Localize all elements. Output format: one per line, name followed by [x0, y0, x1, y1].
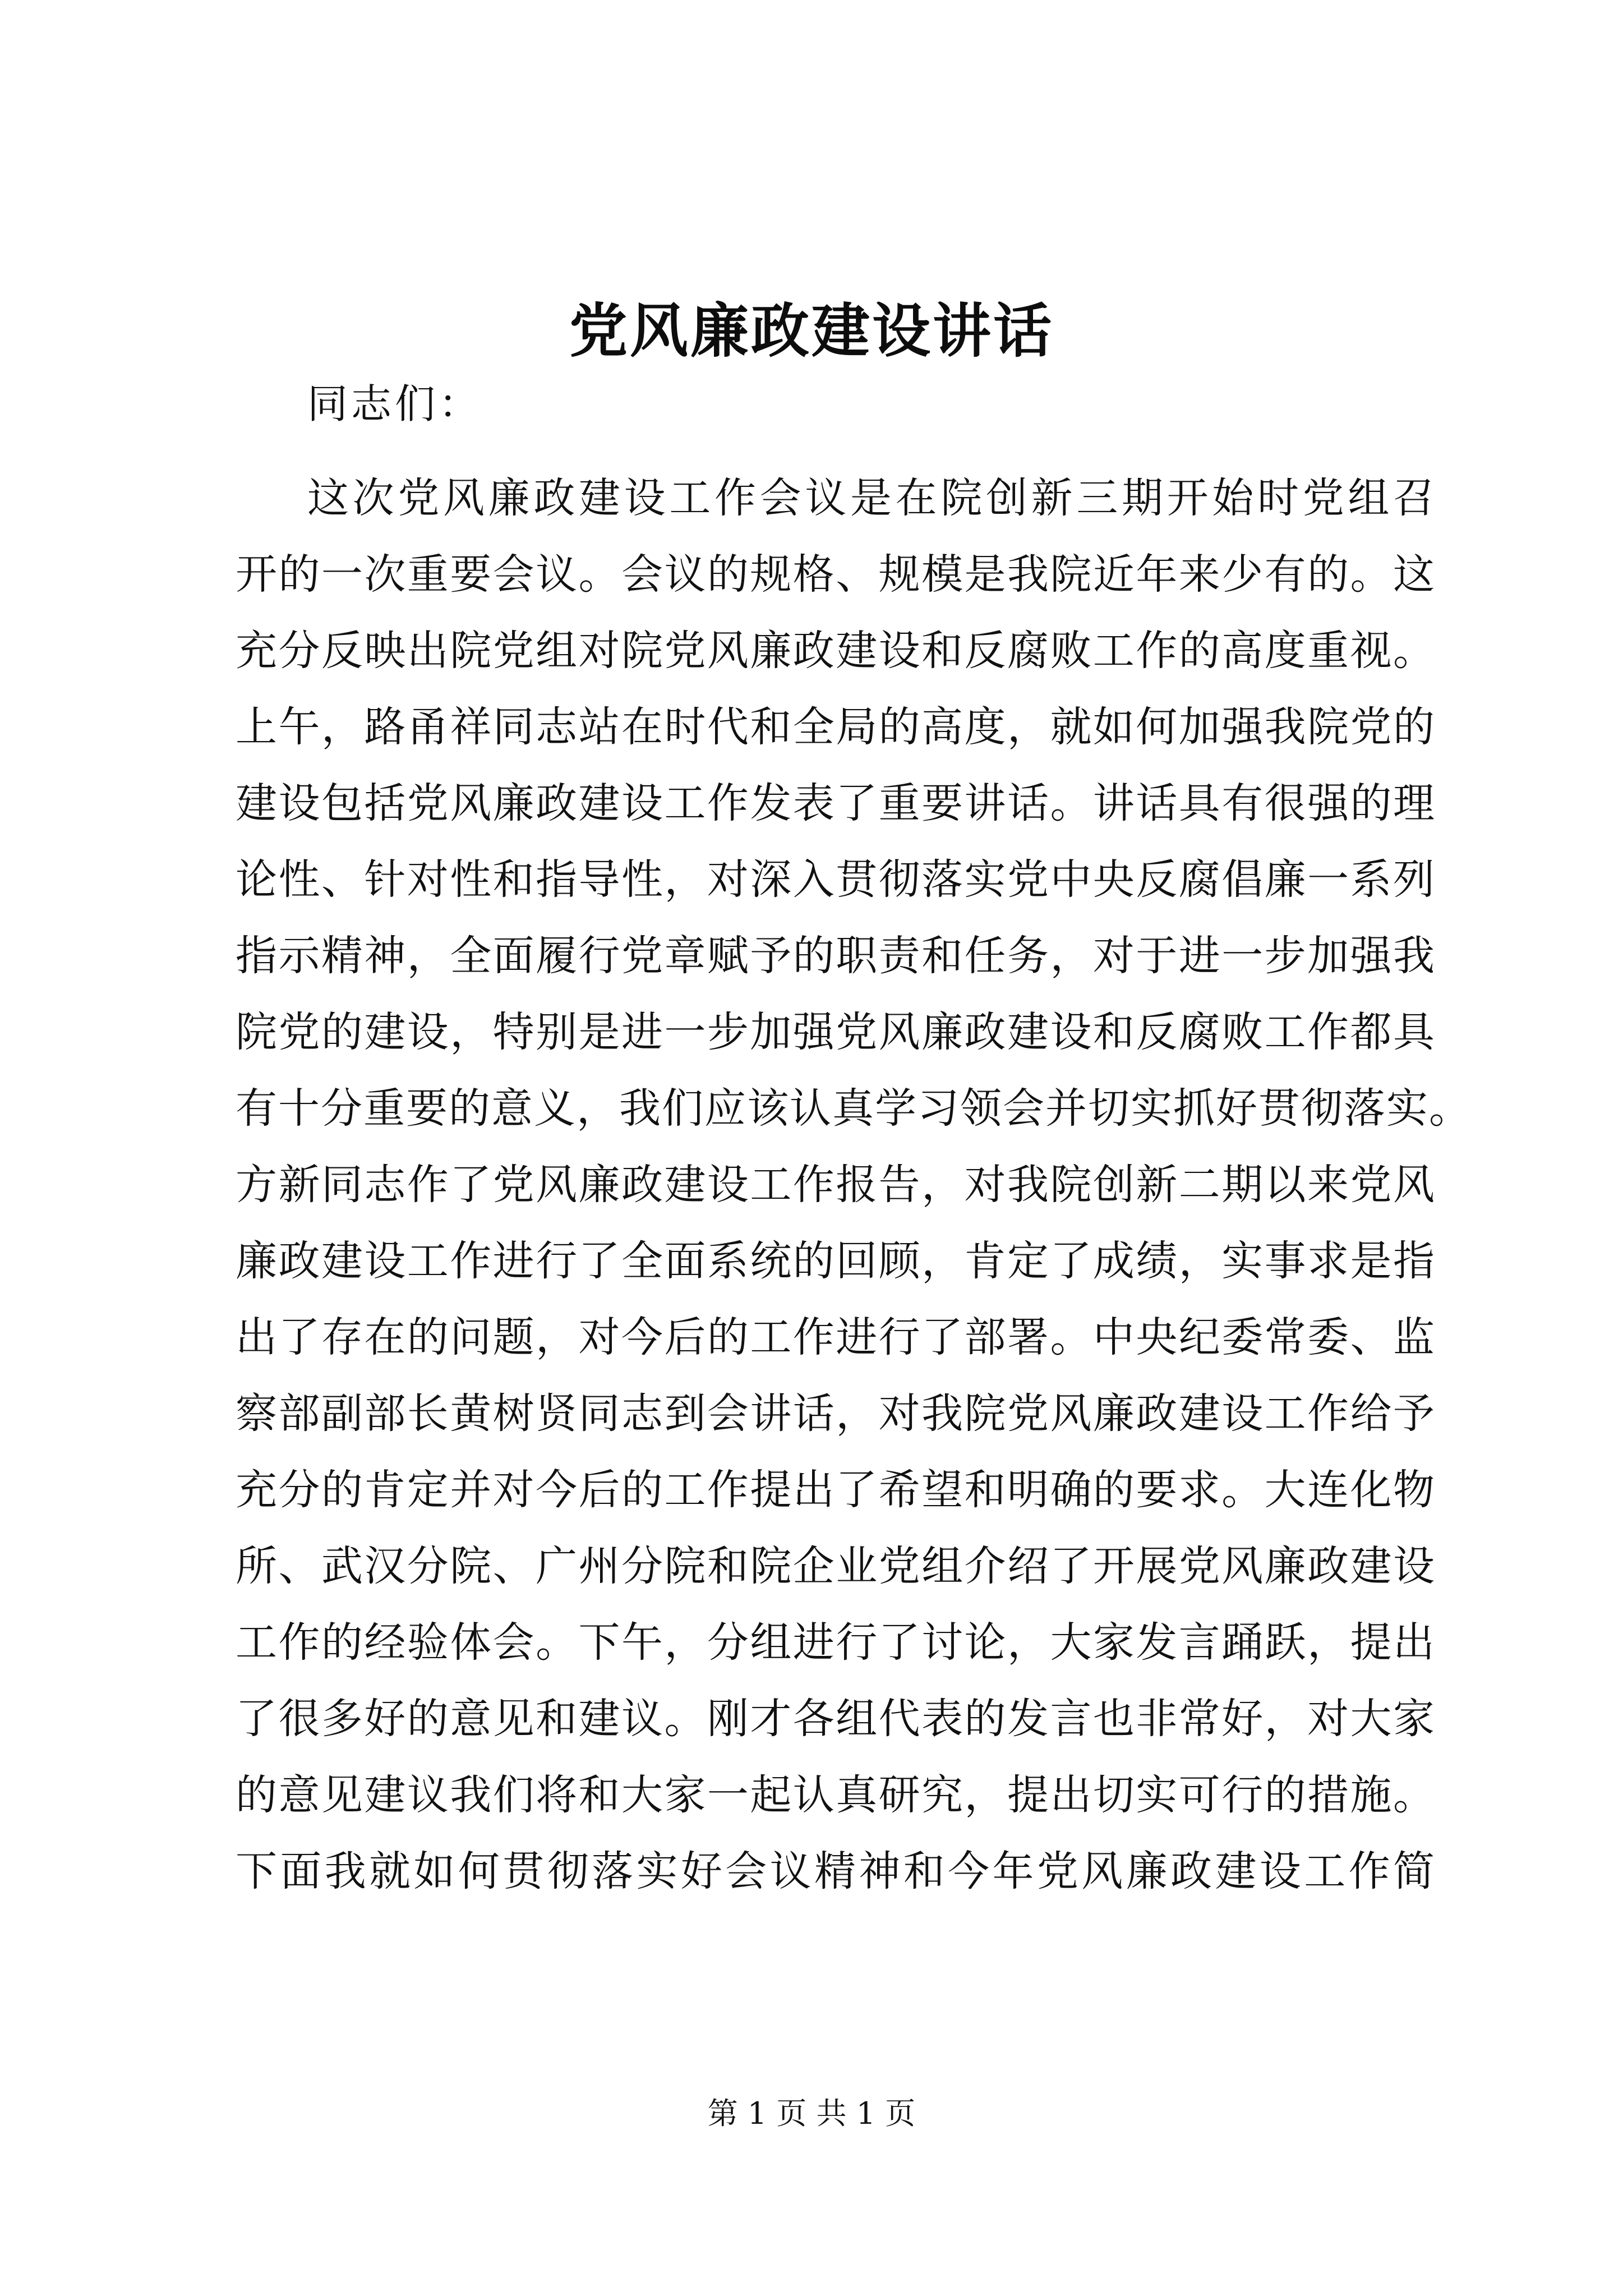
salutation: 同志们：	[307, 380, 483, 427]
body-line: 充分反映出院党组对院党风廉政建设和反腐败工作的高度重视。	[236, 627, 1436, 675]
body-line: 察部副部长黄树贤同志到会讲话，对我院党风廉政建设工作给予	[236, 1389, 1436, 1438]
body-text	[236, 460, 1472, 1910]
body-line: 论性、针对性和指导性，对深入贯彻落实党中央反腐倡廉一系列	[236, 855, 1436, 904]
body-line: 廉政建设工作进行了全面系统的回顾，肯定了成绩，实事求是指	[236, 1237, 1436, 1285]
body-line: 有十分重要的意义，我们应该认真学习领会并切实抓好贯彻落实。	[236, 1084, 1472, 1133]
body-line: 方新同志作了党风廉政建设工作报告，对我院创新二期以来党风	[236, 1161, 1436, 1209]
body-line: 建设包括党风廉政建设工作发表了重要讲话。讲话具有很强的理	[236, 779, 1436, 827]
body-line: 下面我就如何贯彻落实好会议精神和今年党风廉政建设工作简	[236, 1847, 1436, 1895]
body-line: 工作的经验体会。下午，分组进行了讨论，大家发言踊跃，提出	[236, 1618, 1436, 1667]
body-line: 充分的肯定并对今后的工作提出了希望和明确的要求。大连化物	[236, 1466, 1436, 1514]
body-line: 开的一次重要会议。会议的规格、规模是我院近年来少有的。这	[236, 550, 1436, 599]
document-title: 党风廉政建设讲话	[569, 296, 1054, 365]
body-line: 指示精神，全面履行党章赋予的职责和任务，对于进一步加强我	[236, 932, 1436, 980]
page-footer: 第 1 页 共 1 页	[707, 2096, 916, 2131]
body-line: 所、武汉分院、广州分院和院企业党组介绍了开展党风廉政建设	[236, 1542, 1436, 1590]
body-line: 院党的建设，特别是进一步加强党风廉政建设和反腐败工作都具	[236, 1008, 1436, 1056]
body-line: 出了存在的问题，对今后的工作进行了部署。中央纪委常委、监	[236, 1313, 1436, 1361]
body-line: 上午，路甬祥同志站在时代和全局的高度，就如何加强我院党的	[236, 703, 1436, 751]
body-line: 这次党风廉政建设工作会议是在院创新三期开始时党组召	[307, 474, 1436, 522]
body-line: 的意见建议我们将和大家一起认真研究，提出切实可行的措施。	[236, 1771, 1436, 1819]
body-line: 了很多好的意见和建议。刚才各组代表的发言也非常好，对大家	[236, 1695, 1436, 1743]
